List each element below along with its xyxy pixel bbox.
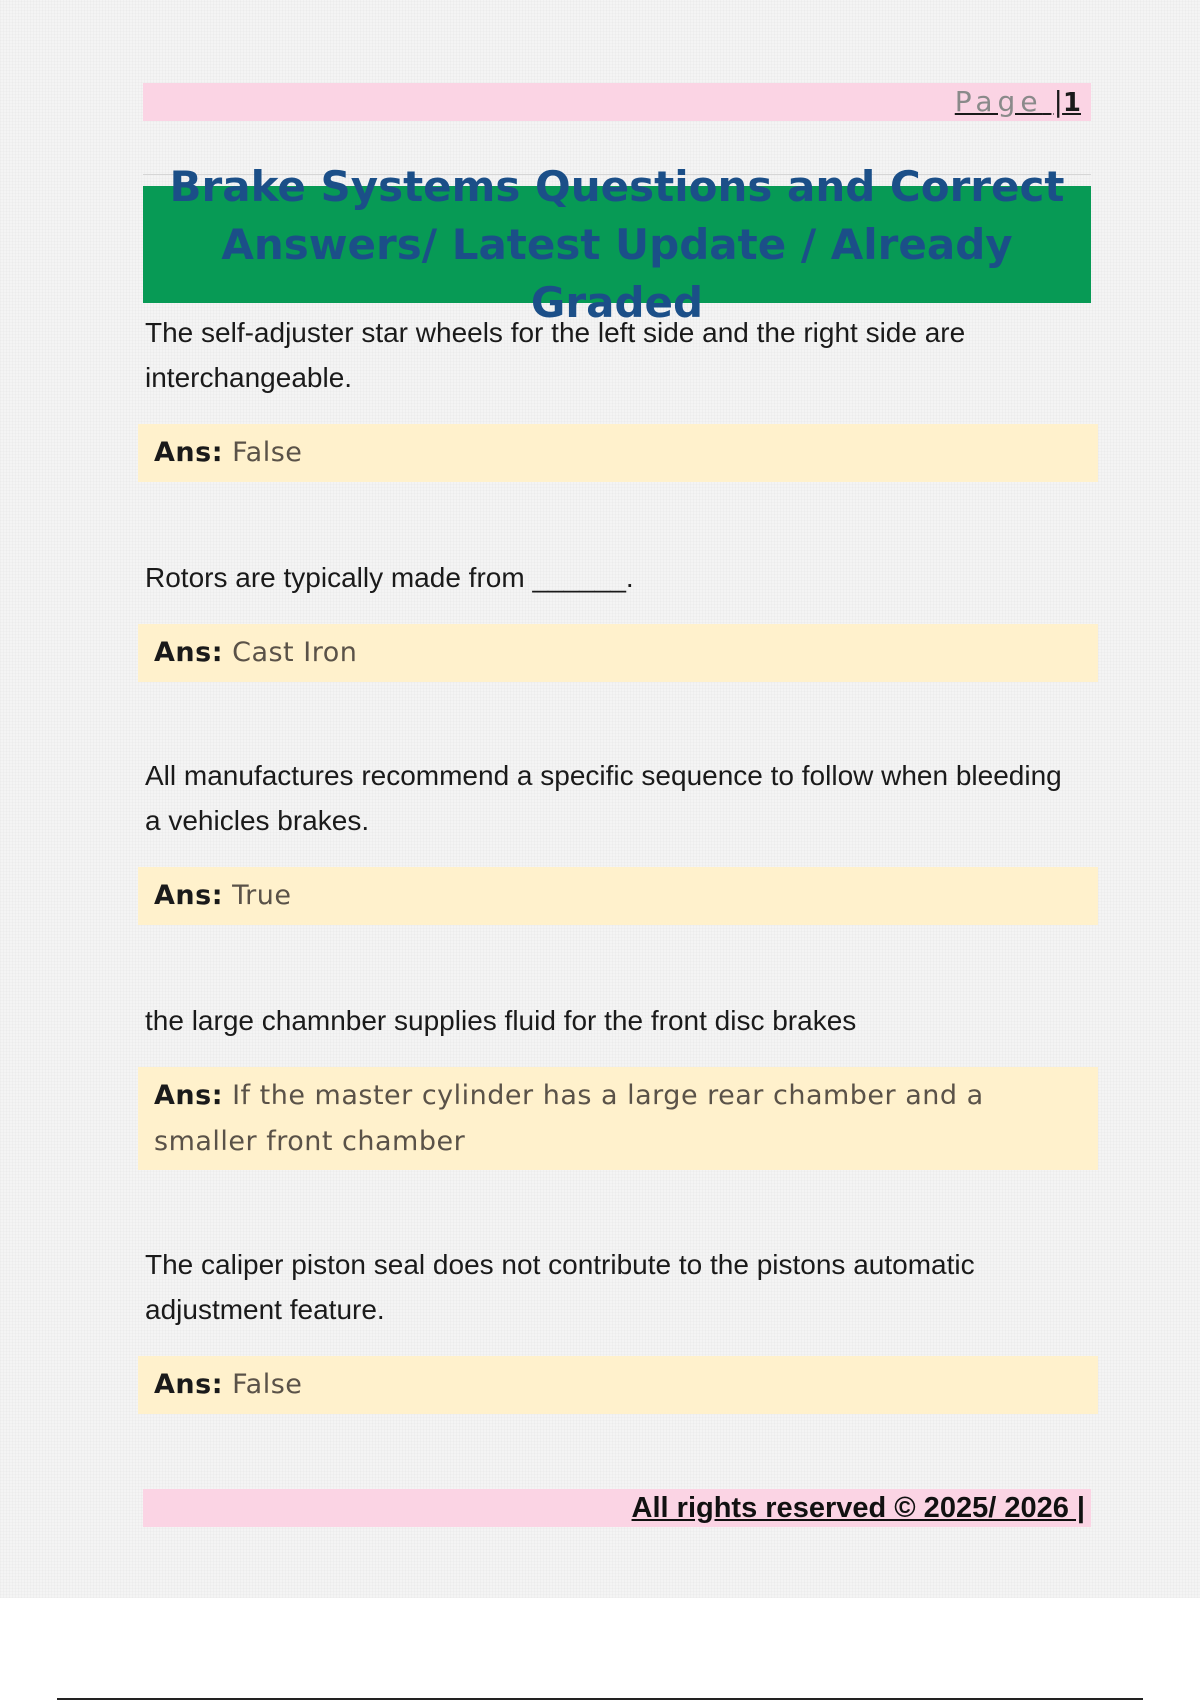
answer-text: Cast Iron	[232, 637, 358, 668]
answer-label: Ans:	[154, 437, 223, 468]
page-separator: |	[1053, 85, 1063, 118]
title-banner	[143, 161, 1091, 327]
copyright-notice: All rights reserved © 2025/ 2026 |	[631, 1492, 1085, 1524]
answer-3	[138, 867, 1098, 925]
question-1: The self-adjuster star wheels for the left side and the right side are interchangeable.	[145, 317, 966, 393]
answer-2	[138, 624, 1098, 682]
question-5: The caliper piston seal does not contribute to the pistons automatic adjustment feature.	[145, 1249, 975, 1325]
question-4: the large chamnber supplies fluid for the front disc brakes	[145, 1005, 857, 1036]
page-footer	[143, 1489, 1091, 1527]
page-number: 1	[1062, 88, 1081, 118]
answer-1	[138, 424, 1098, 482]
page-word: Page	[954, 85, 1043, 118]
question-2: Rotors are typically made from ______.	[145, 562, 634, 593]
answer-5	[138, 1356, 1098, 1414]
page-number-label	[955, 86, 1081, 119]
answer-label: Ans:	[154, 880, 223, 911]
answer-text: True	[232, 880, 292, 911]
page-header	[143, 83, 1091, 121]
answer-text: False	[232, 1369, 303, 1400]
answer-label: Ans:	[154, 1369, 223, 1400]
answer-text: False	[232, 437, 303, 468]
document-title: Brake Systems Questions and Correct Answers/ Latest Update / Already Graded	[169, 161, 1065, 327]
answer-label: Ans:	[154, 1080, 223, 1111]
question-3: All manufactures recommend a specific sequence to follow when bleeding a vehicles brakes.	[145, 760, 1062, 836]
answer-text: If the master cylinder has a large rear chamber and a smaller front chamber	[154, 1080, 984, 1157]
answer-label: Ans:	[154, 637, 223, 668]
answer-4	[138, 1067, 1098, 1170]
